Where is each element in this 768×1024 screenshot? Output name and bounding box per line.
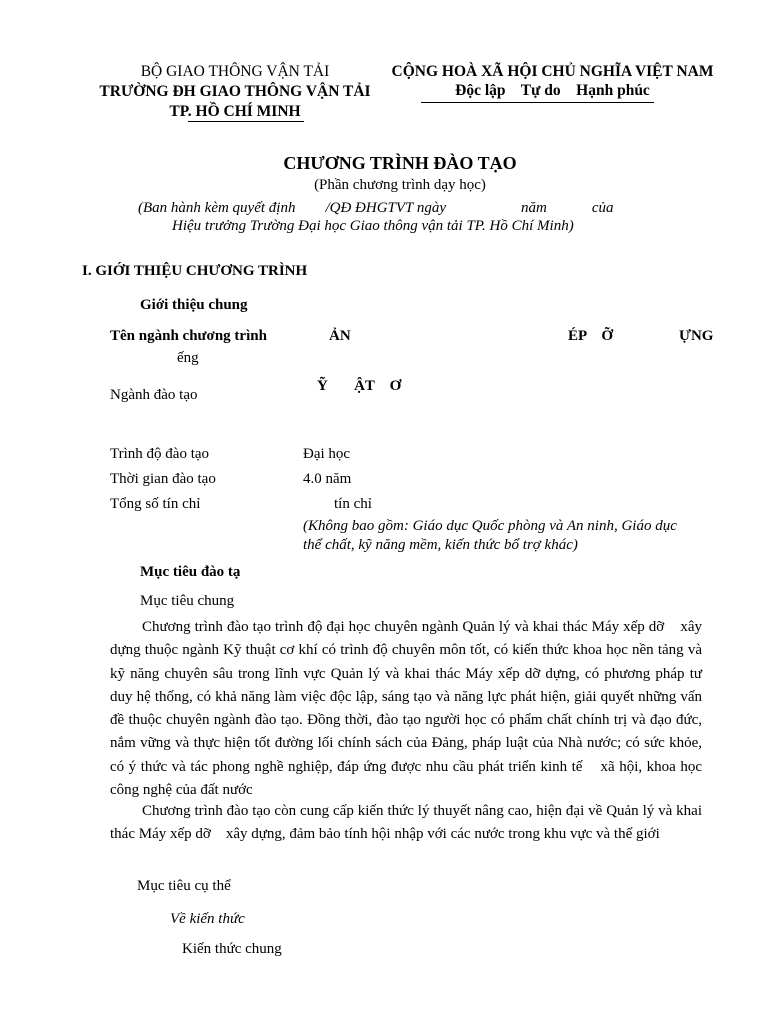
- paragraph-general-objective: Chương trình đào tạo trình độ đại học chuyên ngành Quản lý và khai thác Máy xếp dỡ xây dựng thuộc ngành Kỹ thuật cơ khí có trình độ chuyên môn tốt, có kiến thức khoa học nền tảng và kỹ năng chuyên sâu trong lĩnh vực Quản lý và khai thác Máy xếp dỡ dựng, có phương pháp tư duy hệ thống, có khả năng làm việc độc lập, sáng tạo và năng lực phát hiện, giải quyết những vấn đề thuộc chuyên ngành đào tạo. Đồng thời, đào tạo người học có phẩm chất chính trị và đạo đức, nắm vững và thực hiện tốt đường lối chính sách của Đảng, pháp luật của Nhà nước; có sức khỏe, có ý thức và tác phong nghề nghiệp, đáp ứng được nhu cầu phát triển kinh tế xã hội, khoa học công nghệ của đất nước: [110, 619, 717, 799]
- program-name-part1: ẢN: [329, 328, 351, 344]
- program-name-label: Tên ngành chương trình: [110, 328, 267, 344]
- level-label: Trình độ đào tạo: [110, 446, 210, 462]
- republic-name: CỘNG HOÀ XÃ HỘI CHỦ NGHĨA VIỆT NAM: [391, 63, 714, 80]
- ministry-name: BỘ GIAO THÔNG VẬN TẢI: [140, 63, 330, 80]
- program-name-part2: ÉP Ỡ: [568, 328, 614, 344]
- section-heading: I. GIỚI THIỆU CHƯƠNG TRÌNH: [82, 263, 308, 279]
- duration-value: 4.0 năm: [303, 471, 352, 487]
- credits-note-line-1: (Không bao gồm: Giáo dục Quốc phòng và An ninh, Giáo dục: [303, 518, 677, 534]
- general-objective-heading: Mục tiêu chung: [140, 593, 235, 609]
- major-value: Ỹ ẬT Ơ: [317, 378, 402, 394]
- intro-heading: Giới thiệu chung: [140, 297, 248, 313]
- credits-label: Tổng số tín chỉ: [110, 496, 201, 512]
- document-subtitle: (Phần chương trình dạy học): [314, 177, 486, 193]
- duration-label: Thời gian đào tạo: [110, 471, 216, 487]
- level-value: Đại học: [303, 446, 351, 462]
- major-label: Ngành đào tạo: [110, 387, 198, 403]
- program-name-part3: ỰNG: [679, 328, 714, 344]
- credits-value: tín chỉ: [334, 496, 372, 512]
- header-right-underline: [421, 102, 654, 103]
- objectives-heading: Mục tiêu đào tạ: [140, 564, 241, 580]
- header-left-underline: [188, 121, 304, 122]
- document-title: CHƯƠNG TRÌNH ĐÀO TẠO: [283, 153, 517, 173]
- specific-objective-heading: Mục tiêu cụ thể: [137, 878, 231, 894]
- motto: Độc lập Tự do Hạnh phúc: [455, 82, 650, 99]
- knowledge-heading: Về kiến thức: [170, 911, 245, 927]
- paragraph-advanced-knowledge: Chương trình đào tạo còn cung cấp kiến thức lý thuyết nâng cao, hiện đại về Quản lý và khai thác Máy xếp dỡ xây dựng, đảm bảo tính hội nhập với các nước trong khu vực và thế giới: [110, 803, 706, 843]
- general-knowledge-heading: Kiến thức chung: [182, 941, 282, 957]
- university-name-line2: TP. HỒ CHÍ MINH: [169, 103, 301, 120]
- program-name-continued: ếng: [177, 350, 199, 366]
- credits-note-line-2: thể chất, kỹ năng mềm, kiến thức bổ trợ khác): [303, 537, 578, 553]
- decree-line-2: Hiệu trưởng Trường Đại học Giao thông vận tải TP. Hồ Chí Minh): [172, 218, 574, 234]
- university-name-line1: TRƯỜNG ĐH GIAO THÔNG VẬN TẢI: [99, 83, 371, 100]
- decree-line-1: (Ban hành kèm quyết định /QĐ ĐHGTVT ngày năm của: [138, 200, 614, 216]
